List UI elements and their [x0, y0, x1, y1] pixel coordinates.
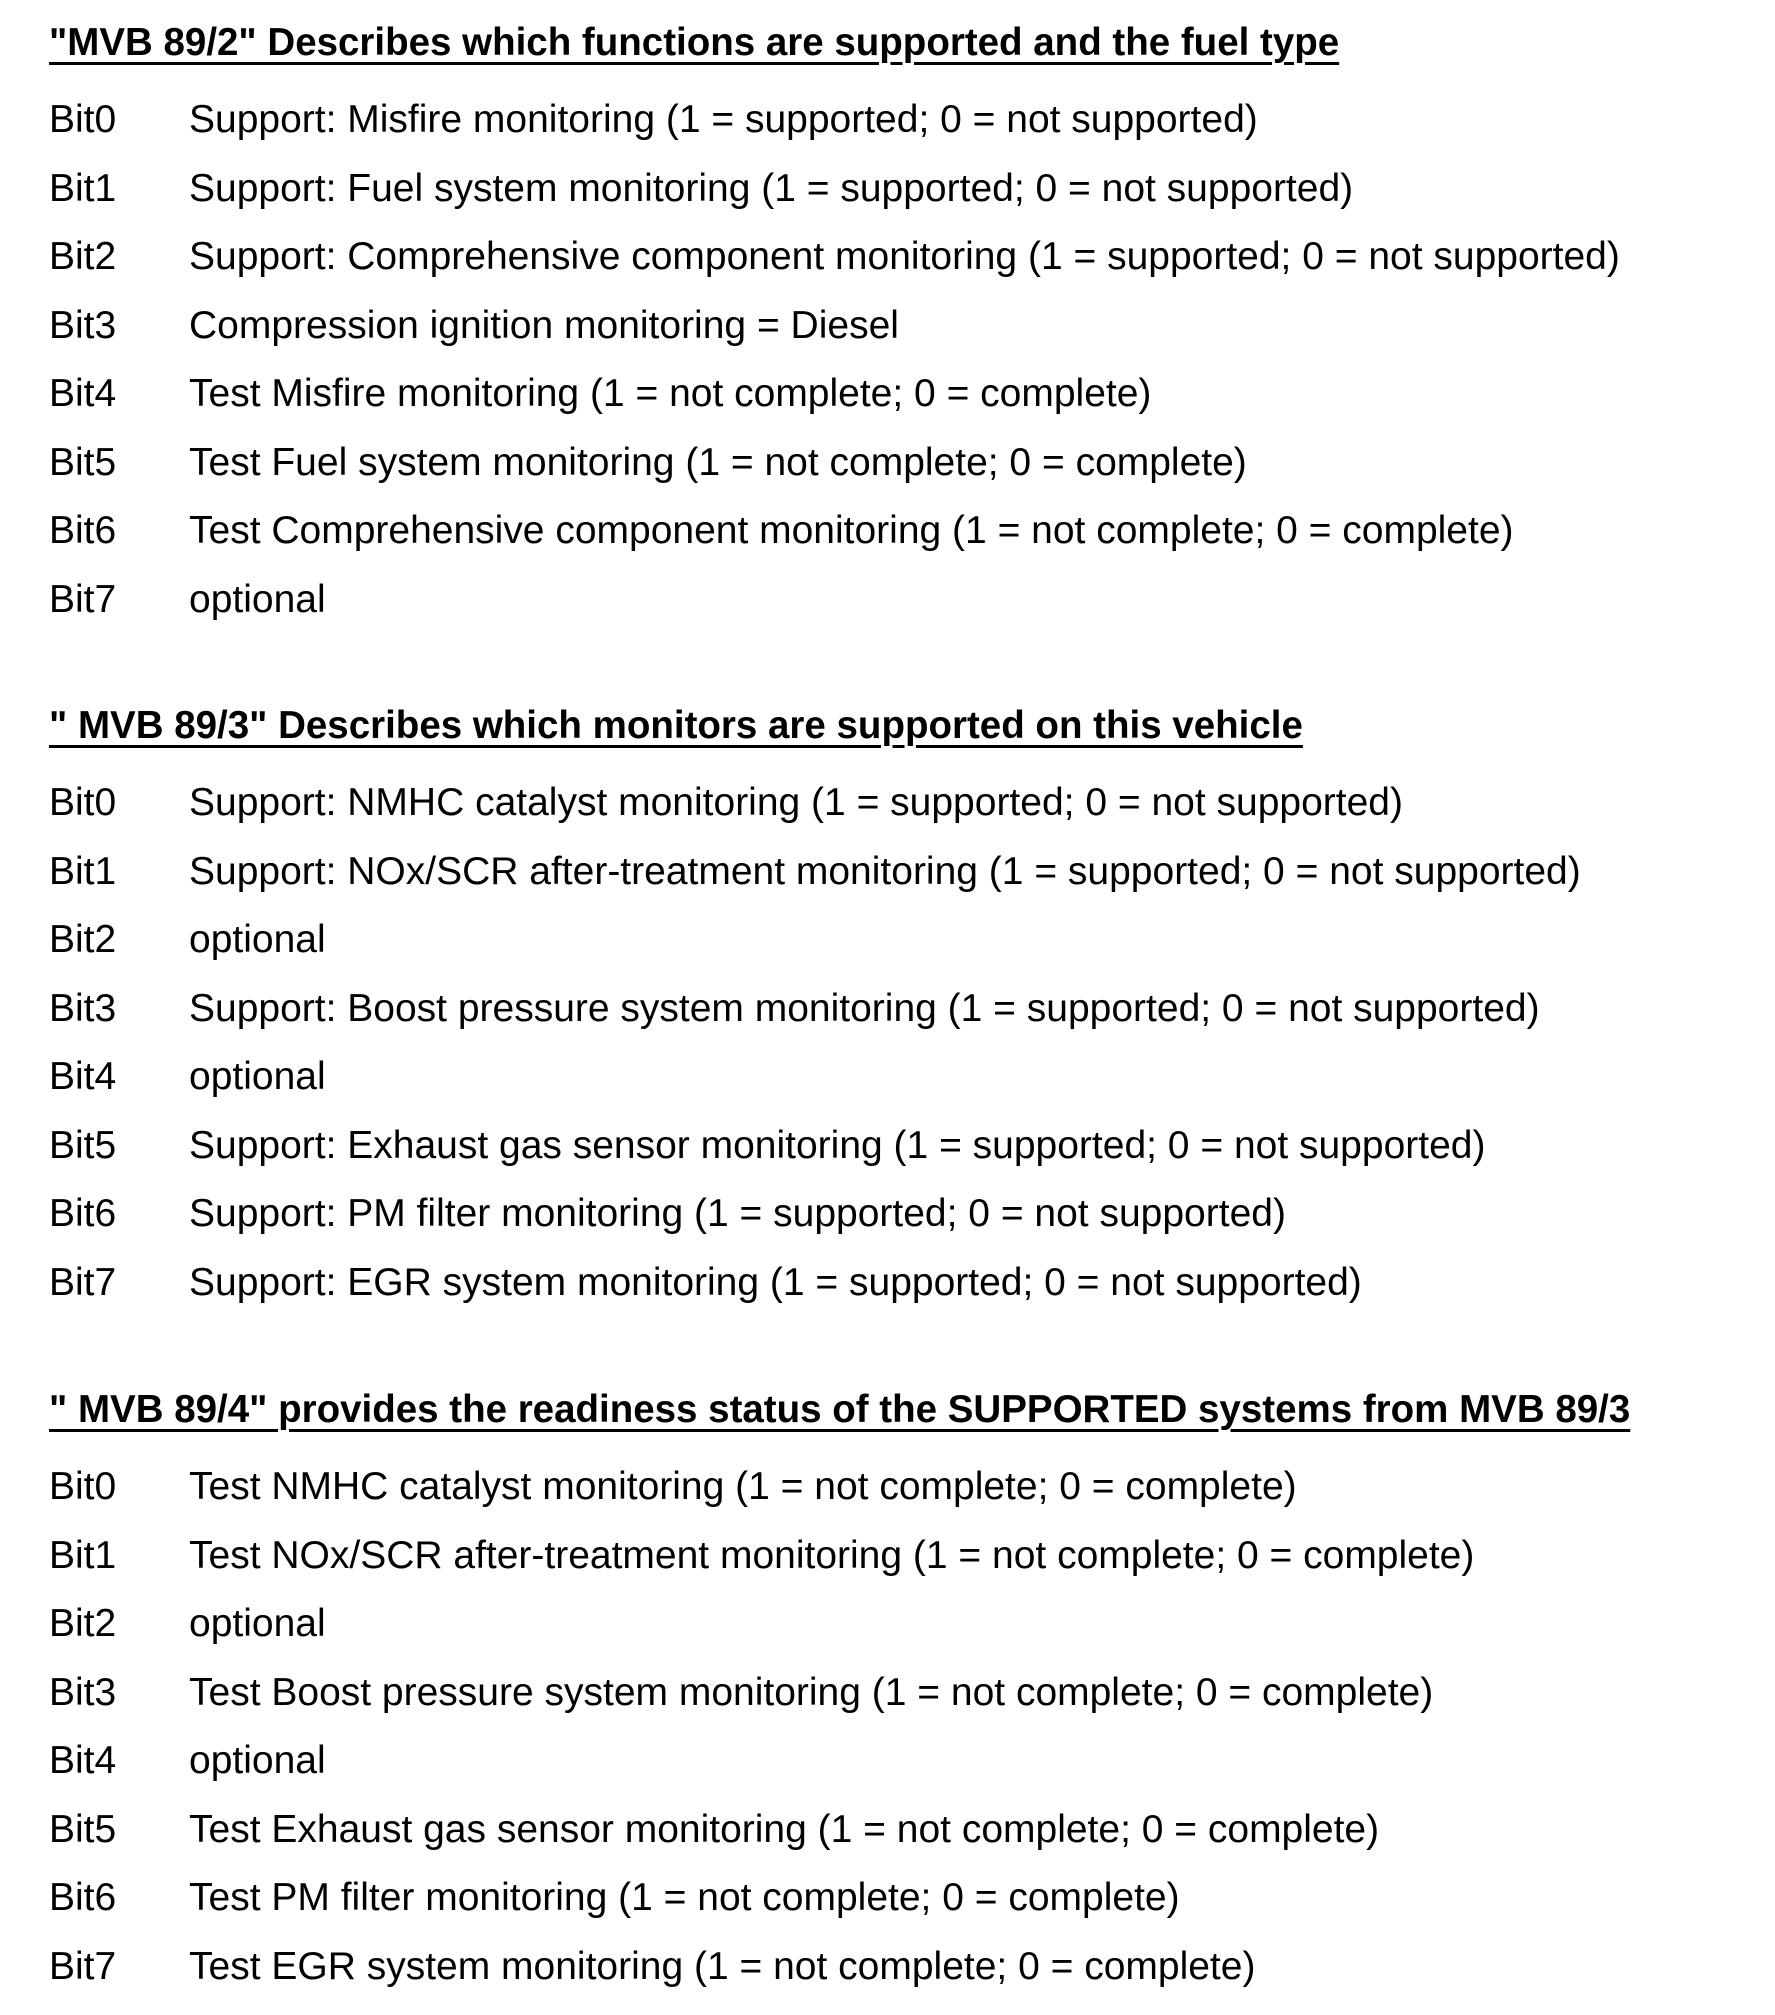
- bit-label: Bit2: [49, 1602, 117, 1646]
- bit-label: Bit4: [49, 1739, 117, 1783]
- bit-description: Compression ignition monitoring = Diesel: [189, 303, 899, 347]
- bit-row: [49, 566, 1759, 635]
- bit-description: Test Exhaust gas sensor monitoring (1 = not complete; 0 = complete): [189, 1807, 1380, 1851]
- bit-row: [49, 1453, 1759, 1522]
- section-mvb-89-2: [49, 18, 1759, 634]
- bit-label: Bit7: [49, 1944, 117, 1988]
- bit-row: [49, 86, 1759, 155]
- bit-row: [49, 223, 1759, 292]
- section-heading: "MVB 89/2" Describes which functions are supported and the fuel type: [49, 21, 1340, 64]
- bit-description: Test Misfire monitoring (1 = not complete; 0 = complete): [189, 372, 1152, 416]
- bit-label: Bit5: [49, 1807, 117, 1851]
- bit-label: Bit6: [49, 1876, 117, 1920]
- bit-label: Bit1: [49, 1533, 117, 1577]
- section-heading: " MVB 89/4" provides the readiness status of the SUPPORTED systems from MVB 89/3: [49, 1388, 1631, 1431]
- bit-row: [49, 497, 1759, 566]
- bit-description: Test NOx/SCR after-treatment monitoring (1 = not complete; 0 = complete): [189, 1533, 1475, 1577]
- bit-description: Test Comprehensive component monitoring (1 = not complete; 0 = complete): [189, 509, 1514, 553]
- bit-description: Support: Exhaust gas sensor monitoring (1 = supported; 0 = not supported): [189, 1123, 1486, 1167]
- bit-row: [49, 1112, 1759, 1181]
- bit-list: [49, 769, 1759, 1317]
- bit-description: optional: [189, 1602, 326, 1646]
- bit-row: [49, 769, 1759, 838]
- bit-description: Test Boost pressure system monitoring (1 = not complete; 0 = complete): [189, 1670, 1434, 1714]
- bit-description: Support: NMHC catalyst monitoring (1 = supported; 0 = not supported): [189, 781, 1403, 825]
- bit-description: optional: [189, 577, 326, 621]
- bit-row: [49, 360, 1759, 429]
- bit-description: Support: Misfire monitoring (1 = supported; 0 = not supported): [189, 98, 1258, 142]
- bit-description: optional: [189, 1739, 326, 1783]
- bit-description: Support: EGR system monitoring (1 = supported; 0 = not supported): [189, 1260, 1362, 1304]
- bit-label: Bit2: [49, 235, 117, 279]
- bit-row: [49, 292, 1759, 361]
- bit-row: [49, 1864, 1759, 1933]
- bit-label: Bit1: [49, 849, 117, 893]
- bit-description: optional: [189, 1055, 326, 1099]
- bit-label: Bit3: [49, 986, 117, 1030]
- bit-row: [49, 429, 1759, 498]
- bit-label: Bit3: [49, 303, 117, 347]
- bit-description: Support: PM filter monitoring (1 = supported; 0 = not supported): [189, 1192, 1286, 1236]
- bit-label: Bit0: [49, 781, 117, 825]
- bit-row: [49, 1933, 1759, 2002]
- bit-label: Bit6: [49, 1192, 117, 1236]
- bit-row: [49, 1180, 1759, 1249]
- bit-row: [49, 1659, 1759, 1728]
- bit-description: Support: NOx/SCR after-treatment monitoring (1 = supported; 0 = not supported): [189, 849, 1581, 893]
- bit-row: [49, 1043, 1759, 1112]
- bit-list: [49, 1453, 1759, 2001]
- section-mvb-89-3: [49, 701, 1759, 1317]
- bit-row: [49, 1590, 1759, 1659]
- bit-label: Bit4: [49, 1055, 117, 1099]
- section-mvb-89-4: [49, 1385, 1759, 2001]
- bit-label: Bit3: [49, 1670, 117, 1714]
- bit-row: [49, 1727, 1759, 1796]
- bit-row: [49, 906, 1759, 975]
- bit-label: Bit5: [49, 440, 117, 484]
- bit-row: [49, 155, 1759, 224]
- bit-description: Test PM filter monitoring (1 = not complete; 0 = complete): [189, 1876, 1180, 1920]
- bit-description: optional: [189, 918, 326, 962]
- bit-label: Bit4: [49, 372, 117, 416]
- bit-label: Bit7: [49, 1260, 117, 1304]
- bit-label: Bit6: [49, 509, 117, 553]
- bit-description: Test NMHC catalyst monitoring (1 = not complete; 0 = complete): [189, 1465, 1297, 1509]
- bit-row: [49, 1796, 1759, 1865]
- bit-row: [49, 1522, 1759, 1591]
- bit-list: [49, 86, 1759, 634]
- bit-label: Bit1: [49, 166, 117, 210]
- bit-label: Bit0: [49, 1465, 117, 1509]
- bit-description: Support: Fuel system monitoring (1 = supported; 0 = not supported): [189, 166, 1354, 210]
- bit-description: Support: Comprehensive component monitoring (1 = supported; 0 = not supported): [189, 235, 1620, 279]
- bit-description: Support: Boost pressure system monitoring (1 = supported; 0 = not supported): [189, 986, 1540, 1030]
- section-heading: " MVB 89/3" Describes which monitors are supported on this vehicle: [49, 704, 1303, 747]
- bit-label: Bit2: [49, 918, 117, 962]
- bit-description: Test EGR system monitoring (1 = not complete; 0 = complete): [189, 1944, 1256, 1988]
- bit-row: [49, 975, 1759, 1044]
- bit-row: [49, 1249, 1759, 1318]
- bit-row: [49, 838, 1759, 907]
- bit-label: Bit5: [49, 1123, 117, 1167]
- bit-label: Bit7: [49, 577, 117, 621]
- bit-description: Test Fuel system monitoring (1 = not complete; 0 = complete): [189, 440, 1247, 484]
- bit-label: Bit0: [49, 98, 117, 142]
